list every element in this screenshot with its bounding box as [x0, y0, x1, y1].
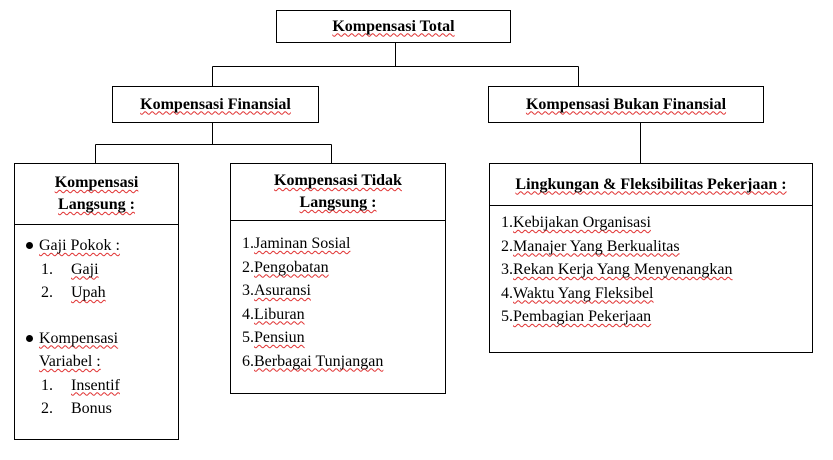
list-item: 2. Bonus: [41, 400, 112, 417]
indirect-compensation-heading: Kompensasi Tidak Langsung :: [231, 164, 445, 221]
indirect-compensation-panel: [230, 163, 446, 394]
nonfinancial-title: Kompensasi Bukan Finansial: [525, 95, 727, 113]
list-item: 2.Manajer Yang Berkualitas: [501, 237, 680, 255]
environment-panel: [489, 163, 813, 353]
list-item: 2.Pengobatan: [242, 258, 329, 276]
list-item: 5.Pembagian Pekerjaan: [501, 308, 652, 325]
financial-title: Kompensasi Finansial: [140, 95, 291, 113]
group-label: Gaji Pokok :: [39, 237, 120, 254]
list-item: 4.Waktu Yang Fleksibel: [501, 284, 654, 302]
list-item: 1. Gaji: [41, 260, 99, 278]
list-item: 5.Pensiun: [242, 329, 305, 346]
list-item: 1. Insentif: [41, 376, 120, 394]
direct-compensation-heading: Kompensasi Langsung :: [15, 164, 178, 225]
root-node: [276, 10, 511, 43]
bullet-icon: [26, 335, 33, 342]
bullet-icon: [26, 242, 33, 249]
indirect-compensation-body: [231, 232, 445, 393]
list-item: 2. Upah: [41, 284, 106, 301]
list-item: 3.Rekan Kerja Yang Menyenangkan: [501, 261, 733, 278]
list-item: 4.Liburan: [242, 305, 305, 323]
group-gaji-pokok: [26, 234, 178, 258]
direct-compensation-body: [15, 234, 178, 439]
list-item: 1.Kebijakan Organisasi: [501, 214, 651, 231]
nonfinancial-node: [488, 86, 764, 123]
list-item: 1.Jaminan Sosial: [242, 235, 351, 252]
list-item: 6.Berbagai Tunjangan: [242, 352, 384, 370]
group-label: Kompensasi Variabel :: [39, 329, 119, 370]
environment-heading: Lingkungan & Fleksibilitas Pekerjaan :: [490, 164, 812, 206]
root-title: Kompensasi Total: [332, 17, 455, 35]
financial-node: [112, 86, 319, 123]
group-kompensasi-variabel: [26, 327, 178, 374]
direct-compensation-panel: [14, 163, 179, 440]
list-item: 3.Asuransi: [242, 282, 311, 299]
environment-body: [490, 211, 812, 352]
